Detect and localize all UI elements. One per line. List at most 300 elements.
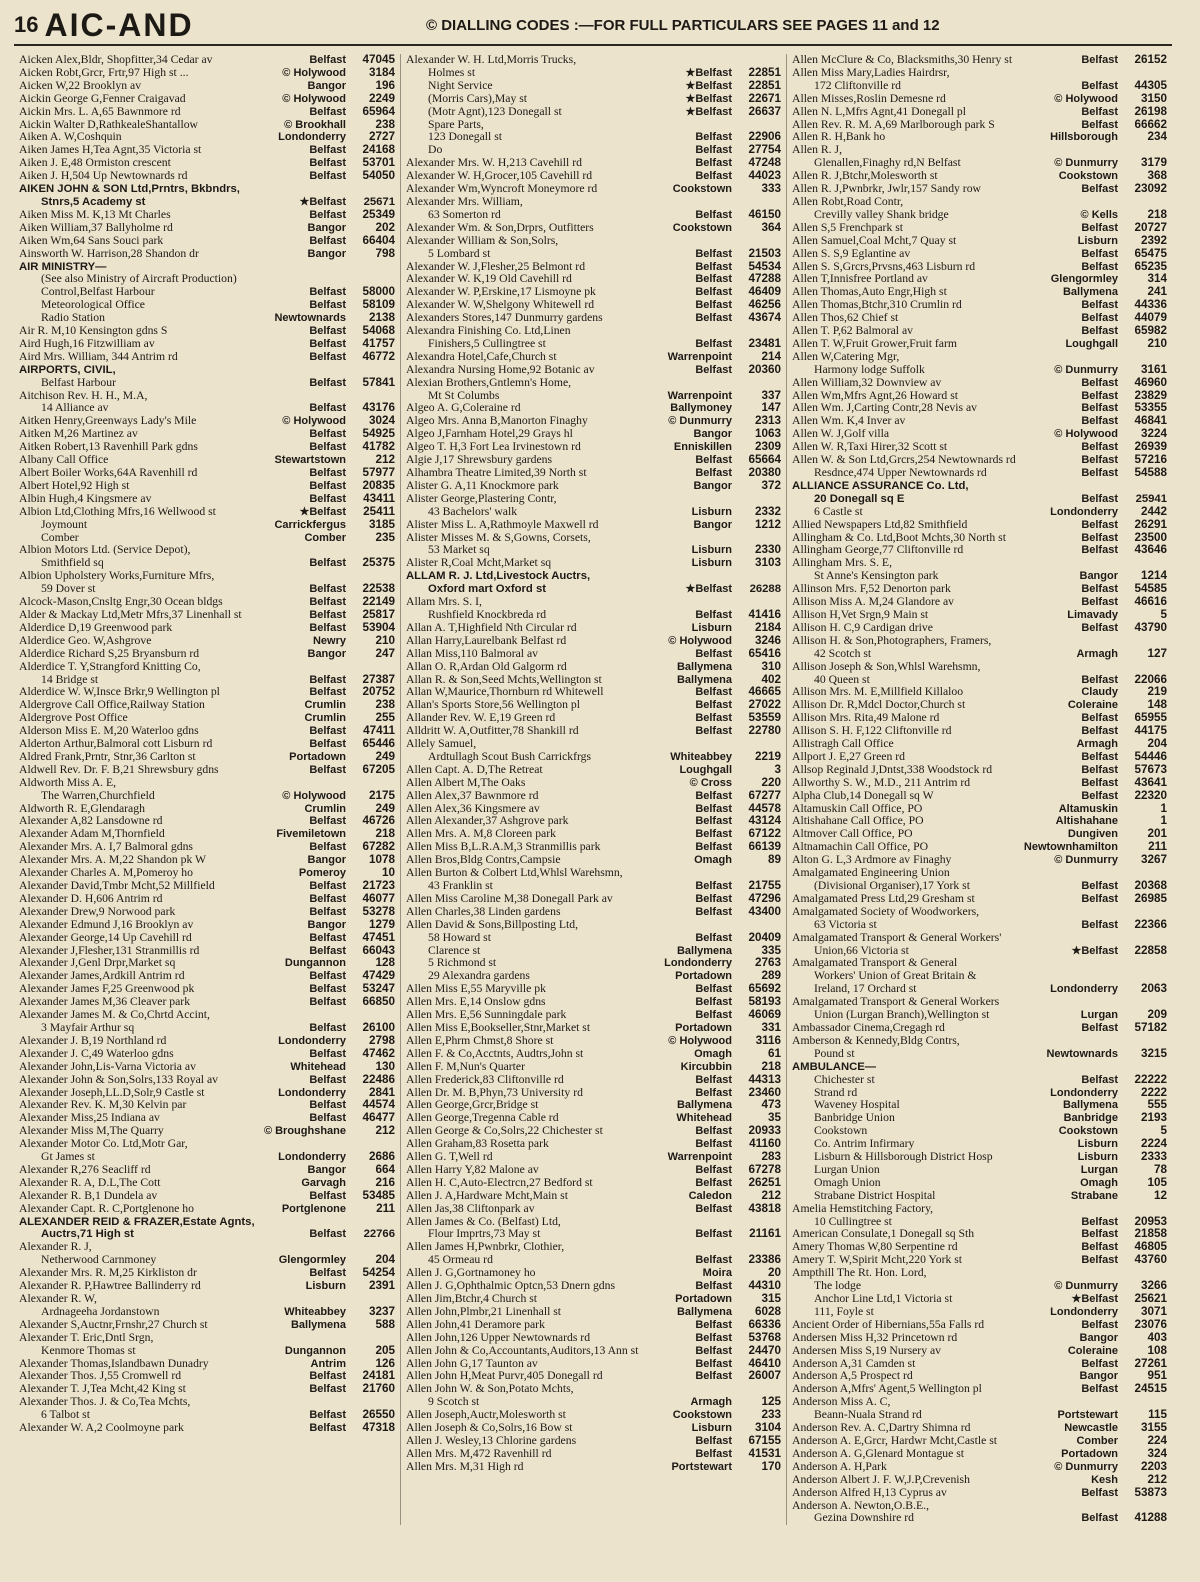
entry-number: 22538 xyxy=(362,583,395,596)
entry-name: Aiken A. W,Coshquin xyxy=(19,131,122,144)
entry-name: Alexander R,276 Seacliff rd xyxy=(19,1163,151,1176)
entry-exchange: Belfast xyxy=(309,234,346,247)
entry-name: Anchor Line Ltd,1 Victoria st xyxy=(814,1293,953,1305)
listing-entry xyxy=(792,157,1167,170)
entry-exchange: Belfast xyxy=(695,1447,732,1460)
entry-name: Crevilly valley Shank bridge xyxy=(814,208,949,221)
entry-exchange: Belfast xyxy=(1081,260,1118,273)
listing-entry xyxy=(19,583,395,596)
entry-exchange: Belfast xyxy=(695,286,732,299)
entry-exchange: Belfast xyxy=(695,337,732,350)
entry-exchange: ★Belfast xyxy=(685,583,732,596)
entry-name: Alexander A,82 Lansdowne rd xyxy=(19,815,163,828)
entry-name: Allen Thos,62 Chief st xyxy=(792,312,899,325)
entry-number: 364 xyxy=(761,221,781,234)
listing-entry xyxy=(406,1461,781,1474)
entry-exchange: Garvagh xyxy=(301,1176,346,1189)
entry-name: Allen J. G,Gortnamoney ho xyxy=(406,1267,536,1280)
entry-name: Ampthill The Rt. Hon. Lord, xyxy=(792,1267,927,1280)
entry-name: 45 Ormeau rd xyxy=(428,1254,493,1267)
entry-exchange: ★Belfast xyxy=(685,92,732,105)
entry-number: 125 xyxy=(761,1396,781,1409)
listing-entry xyxy=(19,119,395,132)
entry-number: 46841 xyxy=(1134,415,1167,428)
listing-entry xyxy=(792,1138,1167,1151)
entry-name: Alcock-Mason,Cnsltg Engr,30 Ocean bldgs xyxy=(19,596,223,609)
entry-exchange: © Dunmurry xyxy=(1054,157,1118,170)
entry-exchange: Belfast xyxy=(309,983,346,996)
entry-name: 53 Market sq xyxy=(428,544,490,557)
entry-number: 22366 xyxy=(1134,918,1167,931)
entry-number: 27022 xyxy=(748,699,781,712)
listing-entry xyxy=(792,1332,1167,1345)
entry-name: Alderton Arthur,Balmoral cott Lisburn rd xyxy=(19,738,213,751)
listing-entry xyxy=(792,273,1167,286)
entry-exchange: Belfast xyxy=(309,170,346,183)
listing-entry xyxy=(406,557,781,570)
listing-entry xyxy=(19,867,395,880)
entry-name: Allen Albert M,The Oaks xyxy=(406,776,526,789)
entry-name: Allen Bros,Bldg Contrs,Campsie xyxy=(406,854,561,867)
entry-name: Ardnageeha Jordanstown xyxy=(41,1305,160,1318)
entry-name: Anderson Rev. A. C,Dartry Shimna rd xyxy=(792,1422,971,1435)
entry-name: Aicken Robt,Grcr, Frtr,97 High st ... xyxy=(19,66,189,79)
entry-number: 47318 xyxy=(362,1422,395,1435)
entry-name: Alexander Drew,9 Norwood park xyxy=(19,905,176,918)
listing-entry xyxy=(406,235,781,248)
entry-name: Allen George,Grcr,Bridge st xyxy=(406,1099,539,1112)
entry-exchange: Belfast xyxy=(1081,376,1118,389)
listing-entry xyxy=(792,196,1167,209)
listing-entry xyxy=(19,493,395,506)
entry-number: 210 xyxy=(1147,337,1167,350)
entry-exchange: Belfast xyxy=(1081,518,1118,531)
entry-exchange: Whiteabbey xyxy=(670,750,732,763)
entry-number: 65982 xyxy=(1134,325,1167,338)
listing-entry xyxy=(792,970,1167,983)
listing-entry xyxy=(792,854,1167,867)
listing-entry xyxy=(19,661,395,674)
listing-entry xyxy=(19,209,395,222)
listing-entry xyxy=(406,1112,781,1125)
entry-name: Aickin Mrs. L. A,65 Bawnmore rd xyxy=(19,105,181,118)
entry-exchange: Belfast xyxy=(309,892,346,905)
entry-exchange: Belfast xyxy=(695,996,732,1009)
entry-number: 67282 xyxy=(362,841,395,854)
entry-number: 54925 xyxy=(362,428,395,441)
entry-name: Allen Wm,Mfrs Agnt,26 Howard st xyxy=(792,389,958,402)
entry-name: Alexander D. H,606 Antrim rd xyxy=(19,892,163,905)
entry-name: Alister G. A,11 Knockmore park xyxy=(406,479,559,492)
entry-name: Altamuskin Call Office, PO xyxy=(792,802,923,815)
listing-entry xyxy=(792,867,1167,880)
listing-entry xyxy=(19,957,395,970)
entry-exchange: ★Belfast xyxy=(685,105,732,118)
entry-name: Allen Miss Mary,Ladies Hairdrsr, xyxy=(792,66,950,79)
entry-number: 26251 xyxy=(748,1176,781,1189)
listing-entry xyxy=(792,1319,1167,1332)
entry-name: AIRPORTS, CIVIL, xyxy=(19,363,116,376)
entry-number: 204 xyxy=(1147,738,1167,751)
listing-entry xyxy=(406,867,781,880)
listing-entry xyxy=(406,906,781,919)
entry-name: Alexander W. J,Flesher,25 Belmont rd xyxy=(406,260,586,273)
entry-number: 238 xyxy=(375,699,395,712)
entry-exchange: Belfast xyxy=(1081,454,1118,467)
listing-entry xyxy=(19,1306,395,1319)
entry-exchange: Cookstown xyxy=(672,1409,732,1422)
entry-number: 23076 xyxy=(1134,1318,1167,1331)
entry-number: 46616 xyxy=(1134,596,1167,609)
entry-exchange: Belfast xyxy=(1081,892,1118,905)
entry-name: Allen Alexander,37 Ashgrove park xyxy=(406,815,569,828)
entry-name: Alexander Charles A. M,Pomeroy ho xyxy=(19,867,193,880)
entry-name: Allen Misses,Roslin Demesne rd xyxy=(792,92,946,105)
entry-exchange: Belfast xyxy=(309,583,346,596)
entry-number: 47248 xyxy=(748,157,781,170)
entry-number: 25671 xyxy=(363,195,395,208)
listing-entry xyxy=(406,454,781,467)
entry-number: 3104 xyxy=(754,1422,781,1435)
entry-number: 25941 xyxy=(1135,492,1167,505)
entry-exchange: Portadown xyxy=(1061,1447,1118,1460)
entry-name: Allam Mrs. S. I, xyxy=(406,596,482,609)
listing-entry xyxy=(792,106,1167,119)
entry-number: 3116 xyxy=(755,1034,781,1047)
listing-entry xyxy=(19,1241,395,1254)
entry-exchange: Belfast xyxy=(1081,1357,1118,1370)
listing-entry xyxy=(19,544,395,557)
entry-number: 798 xyxy=(375,247,395,260)
listing-entry xyxy=(792,1241,1167,1254)
entry-name: Allen James H,Pwnbrkr, Clothier, xyxy=(406,1241,565,1254)
listing-entry xyxy=(19,273,395,286)
entry-exchange: Fivemiletown xyxy=(276,828,346,841)
entry-exchange: Belfast xyxy=(309,299,346,312)
listing-entry xyxy=(19,1216,395,1229)
entry-number: 2184 xyxy=(754,621,781,634)
entry-number: 21503 xyxy=(748,247,781,260)
entry-exchange: Bangor xyxy=(693,518,732,531)
entry-exchange: Belfast xyxy=(695,273,732,286)
entry-name: Allen J. Wesley,13 Chlorine gardens xyxy=(406,1434,577,1447)
entry-name: Ainsworth W. Harrison,28 Shandon dr xyxy=(19,247,199,260)
listing-entry xyxy=(19,1267,395,1280)
entry-name: 5 Lombard st xyxy=(428,247,491,260)
entry-number: 41531 xyxy=(748,1447,781,1460)
entry-name: Allan's Sports Store,56 Wellington pl xyxy=(406,699,580,712)
entry-exchange: Warrenpoint xyxy=(667,350,732,363)
entry-exchange: Belfast xyxy=(309,337,346,350)
entry-exchange: Belfast xyxy=(695,1280,732,1293)
entry-number: 26152 xyxy=(1134,54,1167,66)
entry-number: 2138 xyxy=(368,312,395,325)
entry-name: Radio Station xyxy=(41,312,105,325)
entry-exchange: Bangor xyxy=(693,479,732,492)
entry-exchange: Portadown xyxy=(675,970,732,983)
entry-exchange: Ballymena xyxy=(676,673,732,686)
entry-number: 3103 xyxy=(754,557,781,570)
entry-name: Allen John,Plmbr,21 Linenhall st xyxy=(406,1305,562,1318)
listing-entry xyxy=(792,1396,1167,1409)
entry-number: 249 xyxy=(375,750,395,763)
entry-exchange: Lisburn xyxy=(691,544,732,557)
entry-name: Pound st xyxy=(814,1047,855,1060)
entry-number: 22066 xyxy=(1134,673,1167,686)
entry-name: Alexander Rev. K. M,30 Kelvin par xyxy=(19,1099,187,1112)
entry-exchange: Belfast xyxy=(309,376,346,389)
listing-entry xyxy=(406,1435,781,1448)
entry-name: Ardtullagh Scout Bush Carrickfrgs xyxy=(428,750,592,763)
entry-name: Allen F. M,Nun's Quarter xyxy=(406,1060,526,1073)
listing-entry xyxy=(792,1151,1167,1164)
entry-name: Oxford mart Oxford st xyxy=(428,583,547,596)
entry-exchange: Kircubbin xyxy=(680,1060,732,1073)
entry-name: Alexander James M,36 Cleaver park xyxy=(19,996,191,1009)
entry-exchange: Belfast xyxy=(1081,1486,1118,1499)
entry-number: 46665 xyxy=(748,686,781,699)
entry-number: 53247 xyxy=(362,983,395,996)
entry-exchange: Lisburn xyxy=(1077,1138,1118,1151)
entry-exchange: Belfast xyxy=(695,1228,732,1241)
entry-name: Ireland, 17 Orchard st xyxy=(814,983,917,996)
entry-name: Allen Wm. K,4 Inver av xyxy=(792,415,906,428)
entry-number: 20409 xyxy=(748,931,781,944)
listing-entry xyxy=(792,1177,1167,1190)
entry-exchange: Claudy xyxy=(1081,686,1118,699)
entry-name: Aiken Miss M. K,13 Mt Charles xyxy=(19,208,171,221)
listing-entry xyxy=(792,183,1167,196)
entry-number: 130 xyxy=(375,1060,395,1073)
entry-number: 27261 xyxy=(1134,1357,1167,1370)
entry-exchange: © Holywood xyxy=(1054,92,1118,105)
entry-exchange: Belfast xyxy=(309,880,346,892)
entry-number: 65692 xyxy=(748,983,781,996)
entry-exchange: Dungannon xyxy=(284,1344,346,1357)
listing-entry xyxy=(792,635,1167,648)
entry-number: 5 xyxy=(1160,1125,1167,1138)
listing-entry xyxy=(406,841,781,854)
entry-name: Alexander John & Son,Solrs,133 Royal av xyxy=(19,1073,218,1086)
entry-name: Alexander W. P,Erskine,17 Lismoyne pk xyxy=(406,286,596,299)
entry-exchange: Belfast xyxy=(309,428,346,441)
entry-exchange: Portadown xyxy=(675,1293,732,1305)
entry-name: Allen W. R,Taxi Hirer,32 Scott st xyxy=(792,441,948,454)
entry-exchange: © Cross xyxy=(689,776,732,789)
entry-name: Albert Boiler Works,64A Ravenhill rd xyxy=(19,467,198,479)
listing-entry xyxy=(19,893,395,906)
entry-number: 289 xyxy=(761,970,781,983)
listing-entry xyxy=(792,1267,1167,1280)
entry-exchange: Cookstown xyxy=(672,221,732,234)
entry-name: Allen Alex,37 Bawnmore rd xyxy=(406,789,539,802)
entry-name: 59 Dover st xyxy=(41,583,96,596)
listing-entry xyxy=(792,596,1167,609)
listing-entry xyxy=(19,402,395,415)
entry-exchange: Belfast xyxy=(695,247,732,260)
entry-exchange: Belfast xyxy=(1081,544,1118,557)
entry-exchange: Caledon xyxy=(688,1189,732,1202)
entry-exchange: Belfast xyxy=(1081,1512,1118,1525)
entry-name: Alexander Mrs. W. H,213 Cavehill rd xyxy=(406,157,582,170)
listing-entry xyxy=(19,932,395,945)
listing-entry xyxy=(792,932,1167,945)
entry-number: 20933 xyxy=(748,1125,781,1138)
entry-name: Alexander W. H,Grocer,105 Cavehill rd xyxy=(406,170,593,183)
listing-entry xyxy=(19,338,395,351)
entry-name: Alldritt W. A,Outfitter,78 Shankill rd xyxy=(406,725,579,738)
entry-exchange: Cookstown xyxy=(1058,170,1118,183)
listing-entry xyxy=(19,1164,395,1177)
entry-number: 46077 xyxy=(362,892,395,905)
entry-number: 212 xyxy=(375,454,395,467)
listing-entry xyxy=(406,622,781,635)
entry-name: Allen Graham,83 Rosetta park xyxy=(406,1138,549,1151)
entry-number: 402 xyxy=(761,673,781,686)
listing-entry xyxy=(792,983,1167,996)
listing-entry xyxy=(792,351,1167,364)
entry-exchange: Londonderry xyxy=(664,957,732,970)
page-number: 16 xyxy=(14,12,39,37)
entry-exchange: Omagh xyxy=(694,1047,732,1060)
entry-exchange: Belfast xyxy=(695,983,732,996)
entry-number: 25375 xyxy=(362,557,395,570)
entry-name: AIR MINISTRY— xyxy=(19,260,107,273)
listing-entry xyxy=(19,1061,395,1074)
entry-number: 66404 xyxy=(362,234,395,247)
listing-entry xyxy=(19,312,395,325)
entry-name: Alexander J,Flesher,131 Stranmillis rd xyxy=(19,944,200,957)
listing-entry xyxy=(406,1048,781,1061)
entry-name: Allen W. & Son Ltd,Grcrs,254 Newtownards rd xyxy=(792,454,1016,467)
listing-entry xyxy=(406,532,781,545)
entry-number: 26007 xyxy=(748,1370,781,1383)
entry-exchange: Comber xyxy=(1076,1434,1118,1447)
entry-exchange: Belfast xyxy=(309,608,346,621)
entry-number: 67122 xyxy=(748,828,781,841)
entry-number: 10 xyxy=(381,867,395,880)
listing-entry xyxy=(406,80,781,93)
entry-number: 212 xyxy=(761,1189,781,1202)
listing-entry xyxy=(19,80,395,93)
entry-number: 21161 xyxy=(749,1228,781,1241)
entry-name: Amalgamated Transport & General Workers' xyxy=(792,931,1002,944)
listing-entry xyxy=(406,1383,781,1396)
entry-name: Aitken Robert,13 Ravenhill Park gdns xyxy=(19,441,198,454)
entry-name: Aickin George G,Fenner Craigavad xyxy=(19,92,186,105)
entry-name: Alexian Brothers,Gntlemn's Home, xyxy=(406,376,572,389)
entry-exchange: Lisburn xyxy=(691,557,732,570)
entry-number: 58193 xyxy=(748,996,781,1009)
entry-name: Allen Miss E,55 Maryville pk xyxy=(406,983,546,996)
entry-number: 22851 xyxy=(748,66,781,79)
entry-exchange: Belfast xyxy=(1081,118,1118,131)
listing-entry xyxy=(406,751,781,764)
listing-entry xyxy=(792,1228,1167,1241)
entry-exchange: Belfast xyxy=(1081,1021,1118,1034)
entry-exchange: Belfast xyxy=(1081,583,1118,596)
listing-entry xyxy=(792,725,1167,738)
entry-name: Allen W,Catering Mgr, xyxy=(792,350,900,363)
entry-number: 233 xyxy=(761,1409,781,1422)
entry-exchange: Newtownards xyxy=(274,312,346,325)
entry-number: 1212 xyxy=(754,518,781,531)
entry-number: 26291 xyxy=(1134,518,1167,531)
entry-number: 2391 xyxy=(368,1280,395,1293)
entry-name: Co. Antrim Infirmary xyxy=(814,1138,915,1151)
entry-exchange: Londonderry xyxy=(278,1086,346,1099)
entry-number: 44578 xyxy=(748,802,781,815)
entry-number: 53278 xyxy=(362,905,395,918)
entry-exchange: Loughgall xyxy=(1065,337,1118,350)
listing-entry xyxy=(792,506,1167,519)
entry-number: 6028 xyxy=(754,1305,781,1318)
listing-entry xyxy=(792,519,1167,532)
entry-exchange: Belfast xyxy=(695,880,732,892)
listing-entry xyxy=(19,1009,395,1022)
listing-entry xyxy=(792,544,1167,557)
entry-number: 20380 xyxy=(748,467,781,479)
listing-entry xyxy=(19,364,395,377)
entry-name: Alhambra Theatre Limited,39 North st xyxy=(406,467,587,479)
entry-number: 58109 xyxy=(362,299,395,312)
listing-entry xyxy=(19,106,395,119)
entry-number: 67278 xyxy=(748,1163,781,1176)
listing-entry xyxy=(19,144,395,157)
listing-entry xyxy=(406,1164,781,1177)
entry-number: 2332 xyxy=(754,505,781,518)
entry-name: Aldergrove Post Office xyxy=(19,712,128,725)
entry-name: Allen F. & Co,Acctnts, Audtrs,John st xyxy=(406,1047,584,1060)
entry-name: Allan R. & Son,Seed Mchts,Wellington st xyxy=(406,673,602,686)
listing-entry xyxy=(406,1370,781,1383)
entry-name: Lisburn & Hillsborough District Hosp xyxy=(814,1151,993,1164)
entry-name: Alexandra Hotel,Cafe,Church st xyxy=(406,350,557,363)
entry-number: 43400 xyxy=(748,905,781,918)
entry-exchange: Bangor xyxy=(307,918,346,931)
entry-number: 3184 xyxy=(368,66,395,79)
listing-entry xyxy=(792,235,1167,248)
entry-number: 2392 xyxy=(1140,234,1167,247)
entry-name: Chichester st xyxy=(814,1073,875,1086)
entry-exchange: Hillsborough xyxy=(1050,131,1118,144)
listing-entry xyxy=(406,983,781,996)
listing-entry xyxy=(19,1151,395,1164)
listing-entry xyxy=(792,131,1167,144)
entry-name: Alexander Capt. R. C,Portglenone ho xyxy=(19,1202,194,1215)
entry-number: 2798 xyxy=(368,1034,395,1047)
listing-entry xyxy=(19,351,395,364)
listing-entry xyxy=(19,1358,395,1371)
entry-number: 196 xyxy=(375,79,395,92)
listing-entry xyxy=(792,1022,1167,1035)
entry-exchange: Belfast xyxy=(695,157,732,170)
entry-name: Allen T. W,Fruit Grower,Fruit farm xyxy=(792,337,957,350)
entry-name: Andersen Miss H,32 Princetown rd xyxy=(792,1331,958,1344)
entry-name: Alexander Miss,25 Indiana av xyxy=(19,1112,160,1125)
entry-exchange: Belfast xyxy=(1081,596,1118,609)
entry-name: Alexander Wm. & Son,Drprs, Outfitters xyxy=(406,221,594,234)
entry-exchange: Belfast xyxy=(695,1086,732,1099)
entry-name: Strabane District Hospital xyxy=(814,1189,936,1202)
entry-exchange: Londonderry xyxy=(1050,983,1118,996)
entry-name: Allen James & Co. (Belfast) Ltd, xyxy=(406,1215,561,1228)
entry-name: Anderson A,Mfrs' Agent,5 Wellington pl xyxy=(792,1383,982,1396)
listing-entry xyxy=(406,209,781,222)
entry-exchange: Belfast xyxy=(309,479,346,492)
listing-entry xyxy=(19,803,395,816)
entry-number: 127 xyxy=(1147,647,1167,660)
